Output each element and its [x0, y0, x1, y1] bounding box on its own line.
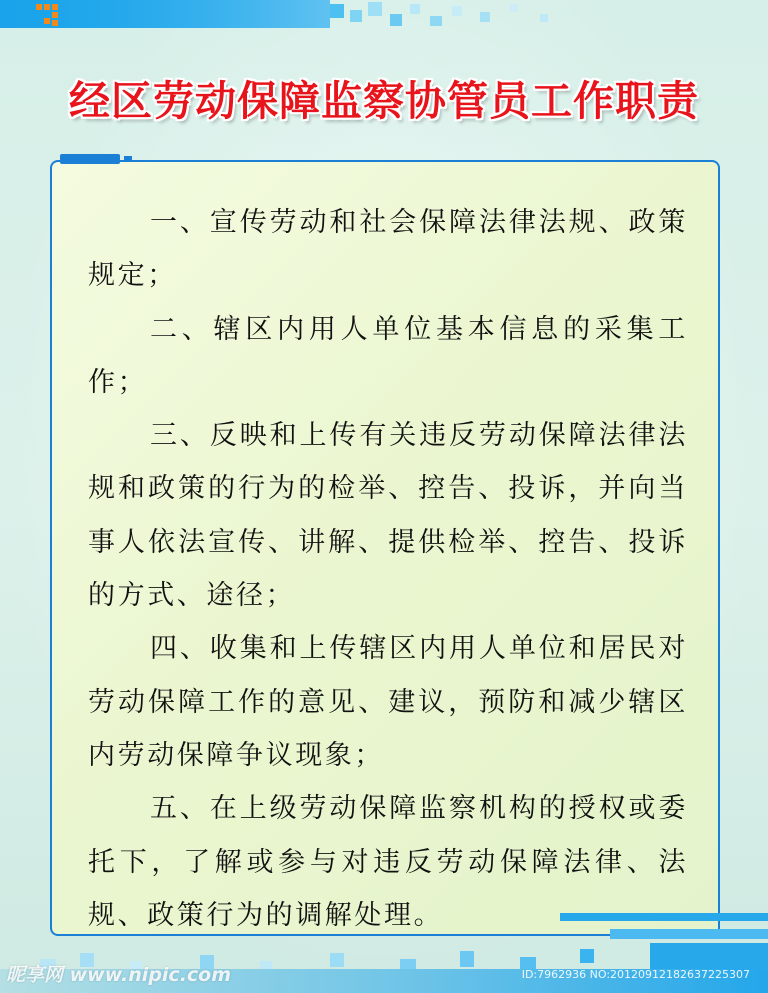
duty-item-2: 二、辖区内用人单位基本信息的采集工作； [88, 313, 688, 398]
page-title: 经区劳动保障监察协管员工作职责 [69, 77, 699, 125]
duties-list [88, 196, 688, 942]
corner-pixel-logo-icon [30, 0, 70, 30]
panel-tab-decoration [60, 154, 120, 164]
duty-item-4: 四、收集和上传辖区内用人单位和居民对劳动保障工作的意见、建议，预防和减少辖区内劳动保障争议现象； [88, 633, 688, 771]
duty-item-3: 三、反映和上传有关违反劳动保障法律法规和政策的行为的检举、控告、投诉，并向当事人依法宣传、讲解、提供检举、控告、投诉的方式、途径； [88, 420, 688, 612]
watermark-logo: 昵享网 www.nipic.com [6, 964, 232, 986]
watermark-id: ID:7962936 NO:20120912182637225307 [521, 968, 750, 981]
duty-item-5: 五、在上级劳动保障监察机构的授权或委托下，了解或参与对违反劳动保障法律、法规、政策行为的调解处理。 [88, 793, 688, 931]
panel-tab-small-decoration [124, 156, 132, 162]
duty-item-1: 一、宣传劳动和社会保障法律法规、政策规定； [88, 207, 688, 292]
top-mosaic-decoration [0, 0, 768, 32]
